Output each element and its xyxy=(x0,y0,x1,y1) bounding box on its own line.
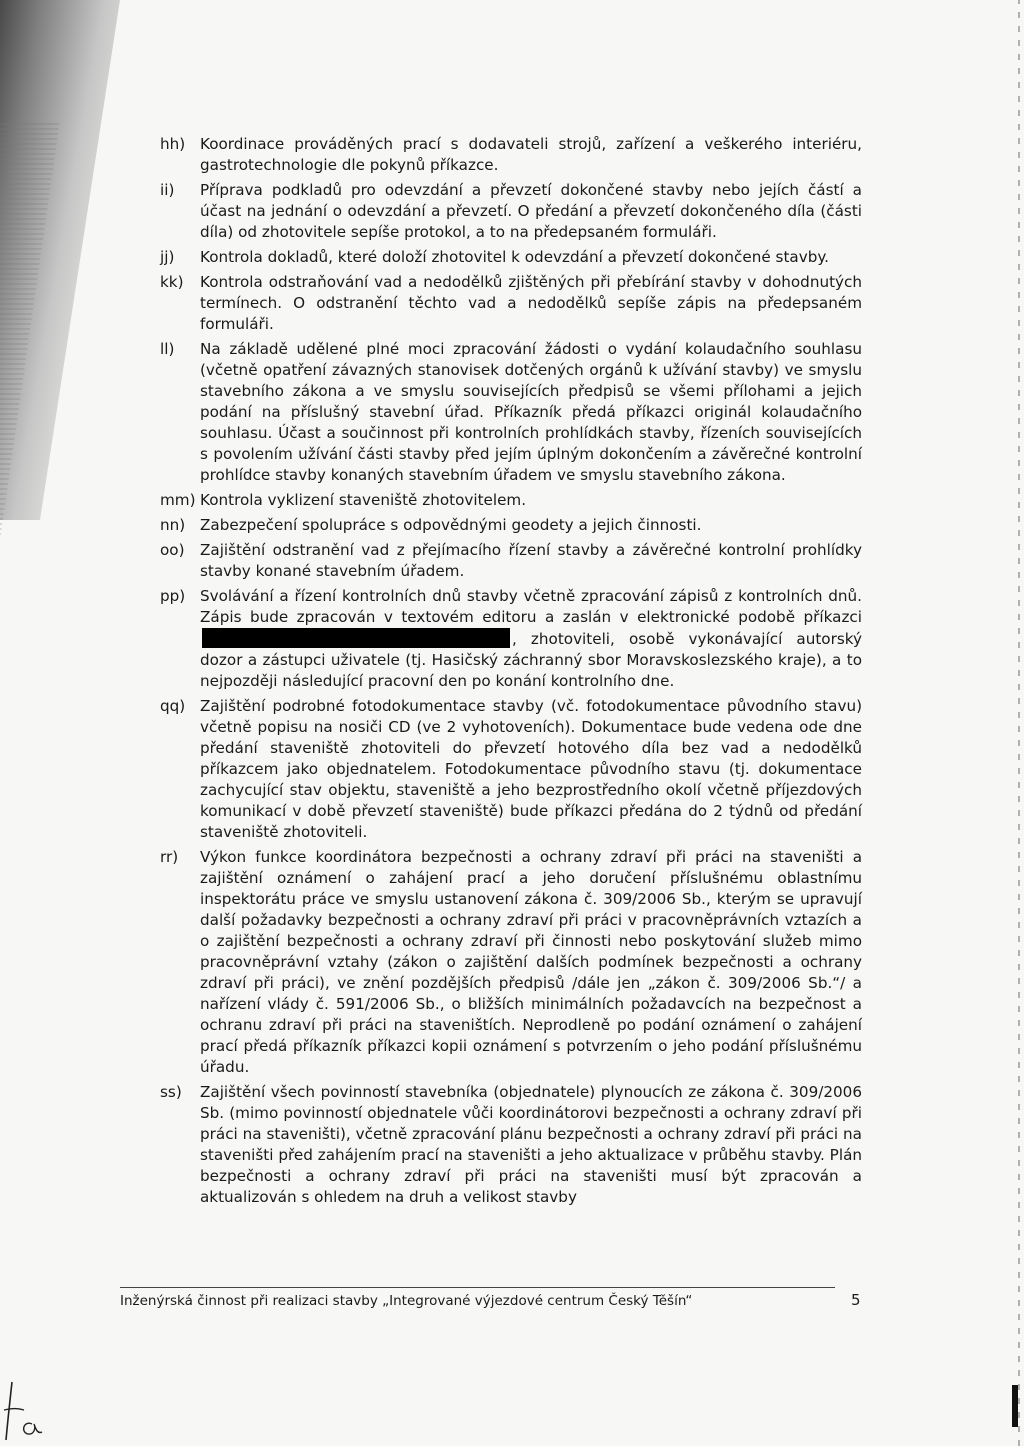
handwritten-initials xyxy=(2,1380,44,1442)
list-item-mm xyxy=(160,490,862,511)
item-text: Kontrola dokladů, které doloží zhotovitel k odevzdání a převzetí dokončené stavby. xyxy=(200,248,829,266)
footer-title: Inženýrská činnost při realizaci stavby „Integrované výjezdové centrum Český Těšín“ xyxy=(120,1293,693,1309)
item-text: Na základě udělené plné moci zpracování žádosti o vydání kolaudačního souhlasu (včetně opatření závazných stanovisek dotčených orgánů k užívání stavby) ve smyslu stavebního zákona a ve smyslu souvisejících předpisů se všemi přílohami a jejich podání na příslušný stavební úřad. Příkazník předá příkazci originál kolaudačního souhlasu. Účast a součinnost při kontrolních prohlídkách stavby, řízeních souvisejících s povolením užívání části stavby před jejím úplným dokončením a závěrečné kontrolní prohlídce stavby konaných stavebním úřadem ve smyslu stavebního zákona. xyxy=(200,340,862,484)
item-text: Příprava podkladů pro odevzdání a převzetí dokončené stavby nebo jejích částí a účast na jednání o odevzdání a převzetí. O předání a převzetí dokončeného díla (části díla) od zhotovitele sepíše protokol, a to na předepsaném formuláři. xyxy=(200,181,862,241)
scan-right-mark xyxy=(1012,1385,1018,1427)
item-text: Koordinace prováděných prací s dodavateli strojů, zařízení a veškerého interiéru, gastrotechnologie dle pokynů příkazce. xyxy=(200,135,862,174)
item-text: Zabezpečení spolupráce s odpovědnými geodety a jejich činnosti. xyxy=(200,516,702,534)
list-item-pp xyxy=(160,586,862,692)
item-text: Výkon funkce koordinátora bezpečnosti a ochrany zdraví při práci na staveništi a zajištění oznámení o zahájení prací a jeho doručení příslušnému oblastnímu inspektorátu práce ve smyslu ustanovení zákona č. 309/2006 Sb., kterým se upravují další požadavky bezpečnosti a ochrany zdraví při práci v pracovněprávních vztazích a o zajištění bezpečnosti a ochrany zdraví při činnosti nebo poskytování služeb mimo pracovněprávní vztahy (zákon o zajištění dalších podmínek bezpečnosti a ochrany zdraví při práci), ve znění pozdějších předpisů /dále jen „zákon č. 309/2006 Sb.“/ a nařízení vlády č. 591/2006 Sb., o bližších minimálních požadavcích na bezpečnost a ochranu zdraví při práci na staveništích. Neprodleně po podání oznámení o zahájení prací předá příkazník příkazci kopii oznámení s potvrzením o jeho podání příslušnému úřadu. xyxy=(200,848,862,1076)
item-text-before-redaction: Svolávání a řízení kontrolních dnů stavby včetně zpracování zápisů z kontrolních dnů. Zápis bude zpracován v textovém editoru a zaslán v elektronické podobě příkazci xyxy=(200,587,862,626)
redaction-box xyxy=(202,628,510,648)
list-item-nn xyxy=(160,515,862,536)
scan-right-edge xyxy=(1018,0,1020,1446)
item-label: oo) xyxy=(160,541,185,559)
list-item-hh xyxy=(160,134,862,176)
item-text xyxy=(200,586,862,692)
list-item-ss xyxy=(160,1082,862,1208)
item-label: mm) xyxy=(160,491,196,509)
list-item-qq xyxy=(160,696,862,843)
item-text-after-redaction: , zhotoviteli, osobě vykonávající autorský dozor a zástupci uživatele (tj. Hasičský záchranný sbor Moravskoslezského kraje), a to nejpozději následující pracovní den po konání kontrolního dne. xyxy=(200,630,862,690)
list-item-kk xyxy=(160,272,862,335)
list-item-jj xyxy=(160,247,862,268)
item-text: Kontrola odstraňování vad a nedodělků zjištěných při přebírání stavby v dohodnutých termínech. O odstranění těchto vad a nedodělků sepíše zápis na předepsaném formuláři. xyxy=(200,273,862,333)
item-label: ii) xyxy=(160,181,175,199)
item-label: hh) xyxy=(160,135,186,153)
item-label: jj) xyxy=(160,248,175,266)
item-text: Zajištění všech povinností stavebníka (objednatele) plynoucích ze zákona č. 309/2006 Sb. (mimo povinností objednatele vůči koordinátorovi bezpečnosti a ochrany zdraví při práci na staveništi), včetně zpracování plánu bezpečnosti a ochrany zdraví při práci na staveništi před zahájením prací na staveništi a jeho aktualizace v průběhu stavby. Plán bezpečnosti a ochrany zdraví při práci na staveništi musí být zpracován a aktualizován s ohledem na druh a velikost stavby xyxy=(200,1083,862,1206)
page-number: 5 xyxy=(851,1291,861,1309)
document-body xyxy=(160,134,862,1212)
item-label: ll) xyxy=(160,340,175,358)
item-label: pp) xyxy=(160,587,186,605)
item-label: kk) xyxy=(160,273,184,291)
item-text: Kontrola vyklizení staveniště zhotovitelem. xyxy=(200,491,527,509)
list-item-rr xyxy=(160,847,862,1078)
list-item-ii xyxy=(160,180,862,243)
item-label: qq) xyxy=(160,697,186,715)
list-item-oo xyxy=(160,540,862,582)
item-text: Zajištění podrobné fotodokumentace stavby (vč. fotodokumentace původního stavu) včetně popisu na nosiči CD (ve 2 vyhotoveních). Dokumentace bude vedena ode dne předání staveniště zhotoviteli do převzetí hotového díla bez vad a nedodělků příkazcem jako objednatelem. Fotodokumentace původního stavu (tj. dokumentace zachycující stav objektu, staveniště a jeho bezprostředního okolí včetně příjezdových komunikací v době převzetí staveniště) bude příkazci předána do 2 týdnů od předání staveniště zhotoviteli. xyxy=(200,697,862,841)
footer-divider xyxy=(120,1287,835,1288)
item-text: Zajištění odstranění vad z přejímacího řízení stavby a závěrečné kontrolní prohlídky stavby konané stavebním úřadem. xyxy=(200,541,862,580)
item-label: nn) xyxy=(160,516,186,534)
item-label: ss) xyxy=(160,1083,182,1101)
item-label: rr) xyxy=(160,848,179,866)
list-item-ll xyxy=(160,339,862,486)
